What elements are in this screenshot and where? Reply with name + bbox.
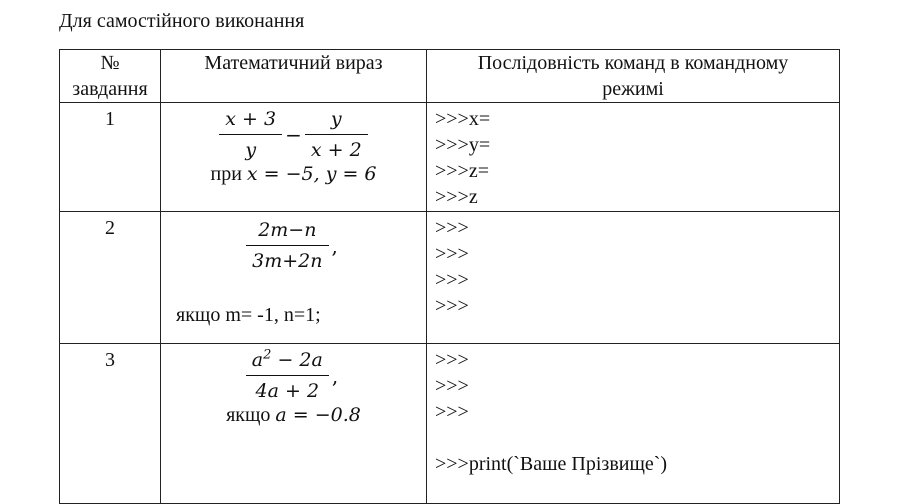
comma: ,: [331, 233, 338, 258]
fraction-numerator: x + 3: [225, 108, 277, 130]
condition-prefix: при: [210, 163, 247, 185]
command-line: >>>z: [435, 186, 478, 208]
condition: [161, 403, 426, 427]
condition-prefix: якщо: [226, 404, 276, 426]
fraction-denominator: 4a + 2: [246, 375, 329, 403]
numerator-base: a: [251, 349, 264, 371]
condition-values: a = −0.8: [275, 404, 361, 426]
expression-cell: [161, 103, 427, 212]
condition-values: x = −5, y = 6: [246, 163, 377, 185]
fraction: [246, 218, 328, 273]
command-line: >>>y=: [435, 134, 491, 156]
command-line: >>>print(`Ваше Прізвище`): [435, 453, 668, 475]
fraction-numerator: [246, 348, 329, 375]
numerator-exponent: 2: [263, 347, 272, 363]
command-line: >>>z=: [435, 160, 489, 182]
commands-cell: [427, 344, 840, 504]
tasks-table: [59, 49, 840, 504]
fraction-denominator: 3m+2n: [246, 245, 328, 273]
header-number-sign: №: [100, 52, 120, 74]
command-line: >>>x=: [435, 108, 491, 130]
header-commands-line1: Послідовність команд в командному: [477, 52, 789, 74]
fraction: [219, 107, 282, 162]
header-commands: [427, 50, 840, 103]
header-commands-line2: режимі: [602, 78, 664, 100]
command-line: >>>: [435, 349, 469, 371]
fraction: [305, 107, 368, 162]
numerator-rest: − 2a: [271, 349, 323, 371]
command-line: >>>: [435, 295, 469, 317]
command-line: >>>: [435, 217, 469, 239]
condition: якщо m= -1, n=1;: [176, 304, 321, 326]
fraction-denominator: x + 2: [305, 134, 368, 162]
expression-cell: [161, 212, 427, 344]
page-title: Для самостійного виконання: [59, 10, 305, 32]
table-row: [60, 212, 840, 344]
commands-cell: [427, 103, 840, 212]
expression-cell: [161, 344, 427, 504]
header-task-label: завдання: [72, 78, 148, 100]
table-row: [60, 103, 840, 212]
header-expression: Математичний вираз: [161, 50, 427, 103]
table-row: [60, 344, 840, 504]
task-number: 1: [60, 103, 161, 212]
header-task-number: [60, 50, 161, 103]
commands-cell: [427, 212, 840, 344]
fraction-numerator: 2m−n: [258, 219, 317, 241]
command-line: >>>: [435, 401, 469, 423]
command-line: >>>: [435, 269, 469, 291]
task-number: 2: [60, 212, 161, 344]
fraction-denominator: y: [219, 134, 282, 162]
comma: ,: [331, 363, 339, 388]
command-line: >>>: [435, 243, 469, 265]
header-row: [60, 50, 840, 103]
command-spacer: [435, 425, 839, 451]
minus-operator: −: [285, 122, 302, 147]
command-line: >>>: [435, 375, 469, 397]
condition: [161, 162, 426, 186]
fraction: [246, 348, 329, 403]
task-number: 3: [60, 344, 161, 504]
fraction-numerator: y: [330, 108, 342, 130]
